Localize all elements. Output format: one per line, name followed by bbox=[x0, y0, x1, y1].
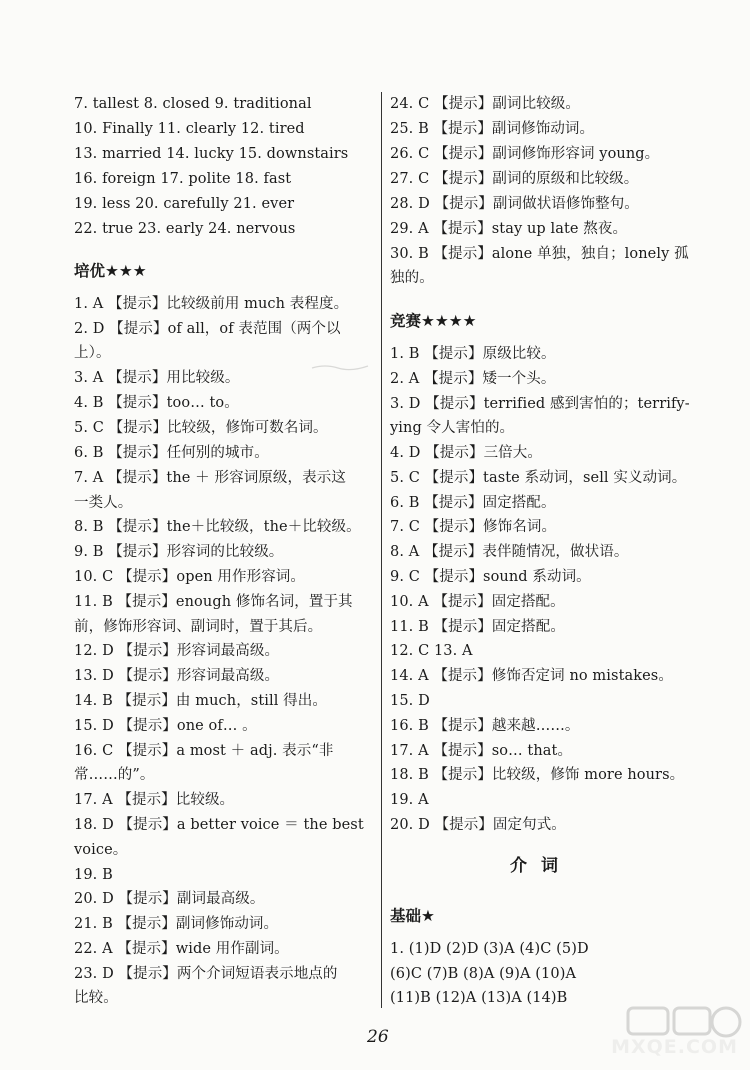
answer-line: 一类人。 bbox=[74, 495, 133, 511]
answer-line: 10. C 【提示】open 用作形容词。 bbox=[74, 569, 306, 585]
answer-line: 15. D bbox=[390, 693, 430, 709]
answer-line: 28. D 【提示】副词做状语修饰整句。 bbox=[390, 196, 639, 212]
answer-line: 8. B 【提示】the＋比较级，the＋比较级。 bbox=[74, 519, 361, 535]
answer-line: 18. D 【提示】a better voice ＝ the best bbox=[74, 817, 364, 833]
answer-line: 7. tallest 8. closed 9. traditional bbox=[74, 96, 312, 112]
answer-line: 6. B 【提示】固定搭配。 bbox=[390, 495, 556, 511]
answer-line: 8. A 【提示】表伴随情况，做状语。 bbox=[390, 544, 629, 560]
answer-line: 13. married 14. lucky 15. downstairs bbox=[74, 146, 349, 162]
answer-line: 16. B 【提示】越来越……。 bbox=[390, 718, 580, 734]
answer-line: 7. A 【提示】the ＋ 形容词原级，表示这 bbox=[74, 470, 346, 486]
answer-line: 2. D 【提示】of all，of 表范围（两个以 bbox=[74, 321, 341, 337]
answer-line: 16. C 【提示】a most ＋ adj. 表示“非 bbox=[74, 743, 334, 759]
answer-line: 4. D 【提示】三倍大。 bbox=[390, 445, 542, 461]
watermark-logo bbox=[611, 1000, 746, 1066]
answer-line: ying 令人害怕的。 bbox=[390, 420, 515, 436]
answer-line: 26. C 【提示】副词修饰形容词 young。 bbox=[390, 146, 660, 162]
answer-line: 13. D 【提示】形容词最高级。 bbox=[74, 668, 280, 684]
answer-line: 3. D 【提示】terrified 感到害怕的；terrify- bbox=[390, 396, 690, 412]
answer-line: 30. B 【提示】alone 单独，独自；lonely 孤 bbox=[390, 246, 689, 262]
answer-line: 21. B 【提示】副词修饰动词。 bbox=[74, 916, 279, 932]
answer-line: 12. C 13. A bbox=[390, 643, 473, 659]
answer-line: 20. D 【提示】副词最高级。 bbox=[74, 891, 265, 907]
answer-line: 9. C 【提示】sound 系动词。 bbox=[390, 569, 591, 585]
watermark-text: MXQE.COM bbox=[611, 1036, 738, 1058]
answer-line: 16. foreign 17. polite 18. fast bbox=[74, 171, 292, 187]
answer-line: 14. A 【提示】修饰否定词 no mistakes。 bbox=[390, 668, 673, 684]
answer-line: 23. D 【提示】两个介词短语表示地点的 bbox=[74, 966, 338, 982]
answer-line: 6. B 【提示】任何别的城市。 bbox=[74, 445, 269, 461]
answer-line: 18. B 【提示】比较级，修饰 more hours。 bbox=[390, 767, 685, 783]
answer-line: 9. B 【提示】形容词的比较级。 bbox=[74, 544, 284, 560]
answer-line: 25. B 【提示】副词修饰动词。 bbox=[390, 121, 595, 137]
answer-line: 4. B 【提示】too… to。 bbox=[74, 395, 239, 411]
answer-line: 1. B 【提示】原级比较。 bbox=[390, 346, 556, 362]
page-number: 26 bbox=[367, 1027, 389, 1047]
answer-line: 14. B 【提示】由 much，still 得出。 bbox=[74, 693, 327, 709]
answer-line: 7. C 【提示】修饰名词。 bbox=[390, 519, 557, 535]
answer-line: 独的。 bbox=[390, 270, 434, 286]
answer-line: 17. A 【提示】比较级。 bbox=[74, 792, 235, 808]
answer-line: 10. Finally 11. clearly 12. tired bbox=[74, 121, 305, 137]
answer-line: 22. A 【提示】wide 用作副词。 bbox=[74, 941, 289, 957]
answer-line: voice。 bbox=[74, 842, 128, 858]
answer-line: 22. true 23. early 24. nervous bbox=[74, 221, 296, 237]
answer-line: 比较。 bbox=[74, 990, 118, 1006]
section-heading: 培优★★★ bbox=[74, 262, 147, 280]
answer-line: 15. D 【提示】one of… 。 bbox=[74, 718, 257, 734]
answer-line: 1. (1)D (2)D (3)A (4)C (5)D bbox=[390, 941, 589, 957]
section-heading: 竞赛★★★★ bbox=[390, 312, 477, 330]
answer-line: 19. A bbox=[390, 792, 429, 808]
column-divider bbox=[381, 92, 382, 1008]
answer-line: 20. D 【提示】固定句式。 bbox=[390, 817, 566, 833]
answer-line: 5. C 【提示】taste 系动词，sell 实义动词。 bbox=[390, 470, 687, 486]
answer-line: 24. C 【提示】副词比较级。 bbox=[390, 96, 580, 112]
answer-line: (6)C (7)B (8)A (9)A (10)A bbox=[390, 966, 577, 982]
answer-line: 17. A 【提示】so… that。 bbox=[390, 743, 573, 759]
ink-smudge bbox=[310, 362, 370, 372]
section-heading: 基础★ bbox=[390, 907, 435, 925]
answer-line: 12. D 【提示】形容词最高级。 bbox=[74, 643, 280, 659]
answer-line: 29. A 【提示】stay up late 熬夜。 bbox=[390, 221, 628, 237]
answer-line: 前，修饰形容词、副词时，置于其后。 bbox=[74, 619, 323, 635]
answer-line: 5. C 【提示】比较级，修饰可数名词。 bbox=[74, 420, 328, 436]
answer-line: 27. C 【提示】副词的原级和比较级。 bbox=[390, 171, 639, 187]
answer-line: 19. less 20. carefully 21. ever bbox=[74, 196, 295, 212]
answer-line: 1. A 【提示】比较级前用 much 表程度。 bbox=[74, 296, 349, 312]
answer-line: 19. B bbox=[74, 867, 113, 883]
answer-line: 11. B 【提示】固定搭配。 bbox=[390, 619, 565, 635]
answer-line: 2. A 【提示】矮一个头。 bbox=[390, 371, 556, 387]
answer-line: 3. A 【提示】用比较级。 bbox=[74, 370, 240, 386]
answer-line: 11. B 【提示】enough 修饰名词，置于其 bbox=[74, 594, 353, 610]
answer-line: 上）。 bbox=[74, 345, 111, 361]
answer-line: 10. A 【提示】固定搭配。 bbox=[390, 594, 565, 610]
chapter-title: 介词 bbox=[510, 856, 572, 876]
answer-line: 常……的”。 bbox=[74, 767, 155, 783]
answer-line: (11)B (12)A (13)A (14)B bbox=[390, 990, 568, 1006]
